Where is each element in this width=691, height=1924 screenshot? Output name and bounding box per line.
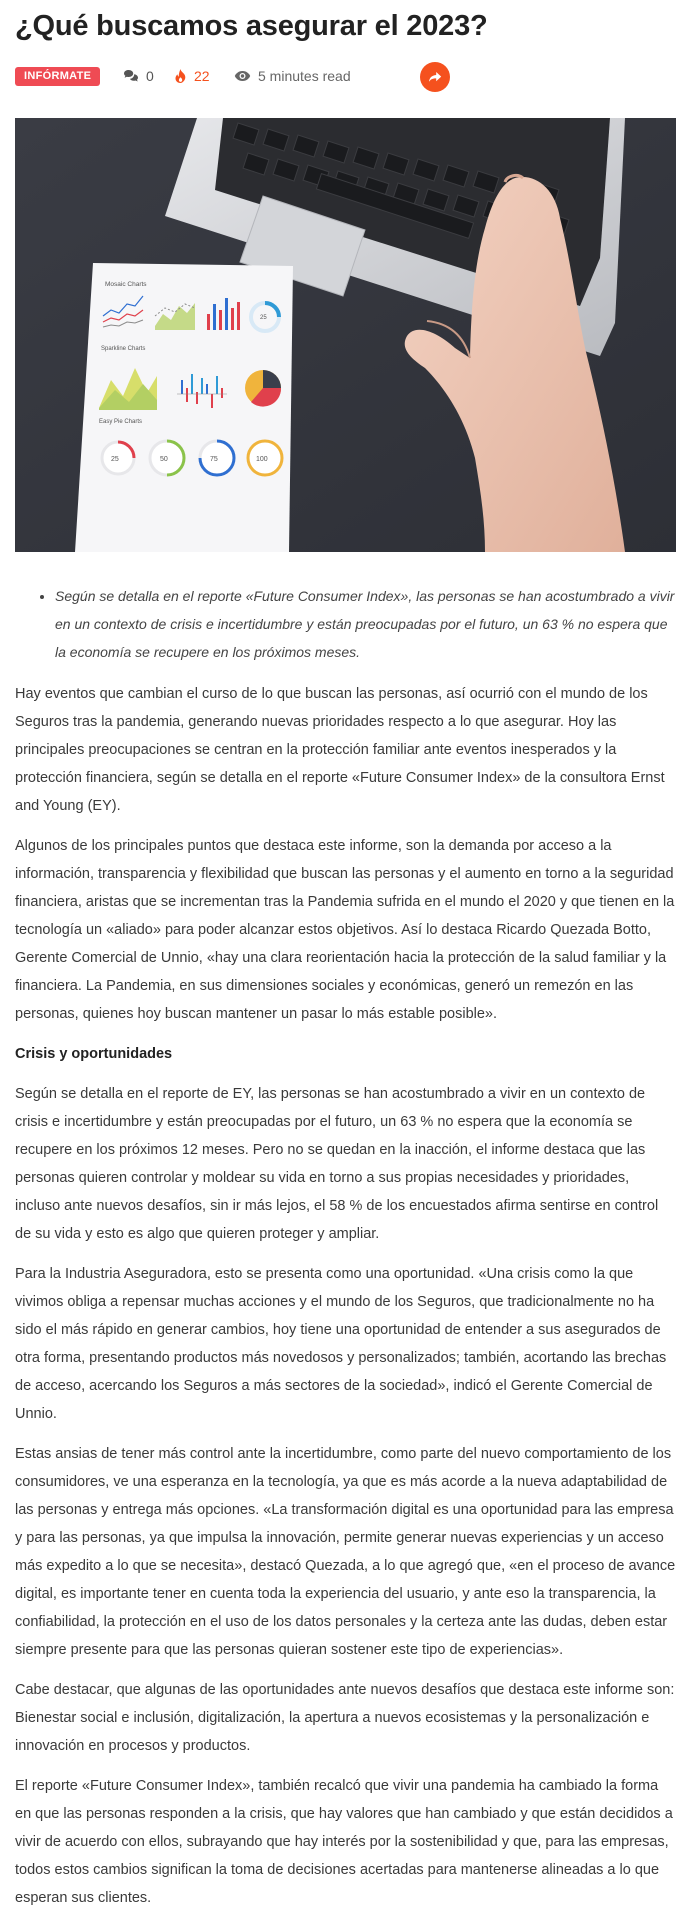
pie-value-0: 25 xyxy=(111,456,119,463)
charts-paper xyxy=(75,263,293,552)
hot-count xyxy=(174,67,210,85)
mini-gauge-value: 25 xyxy=(260,315,267,321)
summary-list xyxy=(15,582,676,666)
pie-value-1: 50 xyxy=(160,456,168,463)
share-button[interactable] xyxy=(420,62,450,92)
paragraph-7: El reporte «Future Consumer Index», también recalcó que vivir una pandemia ha cambiado la forma en que las personas responden a la crisis, que hay valores que han cambiado y que están decididos a vivir de acuerdo con ellos, subrayando que hay interés por la sostenibilidad y que, para las empresas, todos estos cambios significan la toma de decisiones acertadas para mantenerse alineadas a lo que esperan sus clientes. xyxy=(15,1778,673,1906)
paragraph-5: Estas ansias de tener más control ante la incertidumbre, como parte del nuevo comportamiento de los consumidores, ve una esperanza en la tecnología, ya que es más acorde a la nueva adaptabilidad de las personas y entrega más opciones. «La transformación digital es una oportunidad para las empresa y para las personas, ya que impulsa la innovación, permite generar nuevas experiencias y un acceso más expedito a lo que se necesita», destacó Quezada, a lo que agregó que, «en el proceso de avance digital, es importante tener en cuenta toda la experiencia del usuario, y ante eso la transparencia, la confiabilidad, la protección en el uso de los datos personales y la certeza ante las dudas, deben estar siempre presente para que las personas quieran sostener este tipo de experiencias». xyxy=(15,1446,676,1658)
share-icon xyxy=(428,71,442,83)
pie-value-2: 75 xyxy=(210,456,218,463)
paragraph-6: Cabe destacar, que algunas de las oportunidades ante nuevos desafíos que destaca este informe son: Bienestar social e inclusión, digitalización, la apertura a nuevos ecosistemas y la personalización e innovación en procesos y productos. xyxy=(15,1682,675,1754)
sheet-title: Mosaic Charts xyxy=(105,281,147,288)
comments-icon xyxy=(123,69,139,83)
article-meta xyxy=(15,62,675,92)
easy-pie-75 xyxy=(200,441,234,475)
paragraph-3: Según se detalla en el reporte de EY, las personas se han acostumbrado a vivir en un contexto de crisis e incertidumbre y están preocupadas por el futuro, un 63 % no espera que la economía se recupere en los próximos 12 meses. Pero no se quedan en la inacción, el informe destaca que las personas quieren controlar y moldear su vida en torno a sus propias necesidades y prioridades, incluso ante nuevos desafíos, sin ir más lejos, el 58 % de los encuestados afirma sentirse en control de su vida y esto es algo que quieren proteger y ampliar. xyxy=(15,1086,659,1242)
article-body xyxy=(15,582,676,1924)
easy-pie-100 xyxy=(248,441,282,475)
paragraph-1: Hay eventos que cambian el curso de lo que buscan las personas, así ocurrió con el mundo de los Seguros tras la pandemia, generando nuevas prioridades respecto a lo que asegurar. Hoy las principales preocupaciones se centran en la protección familiar ante eventos inesperados y la protección financiera, según se detalla en el reporte «Future Consumer Index» de la consultora Ernst and Young (EY). xyxy=(15,686,665,814)
summary-item: • Según se detalla en el reporte «Future Consumer Index», las personas se han acostumbrado a vivir en un contexto de crisis e incertidumbre y están preocupadas por el futuro, un 63 % no espera que la economía se recupere en los próximos meses. xyxy=(55,582,676,666)
pie-title: Easy Pie Charts xyxy=(99,419,143,425)
paragraph-4: Para la Industria Aseguradora, esto se presenta como una oportunidad. «Una crisis como la que vivimos obliga a repensar muchas acciones y el mundo de los Seguros, que tradicionalmente no ha sido el más rápido en generar cambios, hoy tiene una oportunidad de entender a sus asegurados de otra forma, presentando productos más novedosos y personalizados; también, acortando las brechas de acceso, acercando los Seguros a más sectores de la sociedad», indicó el Gerente Comercial de Unnio. xyxy=(15,1266,667,1422)
pie-value-3: 100 xyxy=(256,456,268,463)
read-time xyxy=(234,67,351,85)
hot-count-value: 22 xyxy=(194,68,210,84)
sparkline-title: Sparkline Charts xyxy=(101,346,146,352)
fire-icon xyxy=(174,68,187,84)
article-title: ¿Qué buscamos asegurar el 2023? xyxy=(15,10,488,42)
eye-icon xyxy=(234,70,251,82)
section-heading: Crisis y oportunidades xyxy=(15,1046,173,1062)
article-hero-image xyxy=(15,118,676,552)
category-badge[interactable]: INFÓRMATE xyxy=(15,67,100,86)
laptop-charts-illustration xyxy=(15,118,676,552)
comments-count-value: 0 xyxy=(146,68,154,84)
easy-pie-25 xyxy=(102,442,134,474)
read-time-text: 5 minutes read xyxy=(258,68,351,84)
comments-count[interactable] xyxy=(123,67,154,85)
easy-pie-50 xyxy=(150,441,184,475)
paragraph-2: Algunos de los principales puntos que destaca este informe, son la demanda por acceso a la información, transparencia y flexibilidad que buscan las personas y el aumento en torno a la seguridad financiera, aristas que se incrementan tras la Pandemia sufrida en el mundo el 2020 y que tienen en la tecnología un «aliado» para poder alcanzar estos objetivos. Así lo destaca Ricardo Quezada Botto, Gerente Comercial de Unnio, «hay una clara reorientación hacia la protección de la salud familiar y la financiera. La Pandemia, en sus dimensiones sociales y económicas, generó un remezón en las personas, quienes hoy buscan mantener un pasar lo más estable posible». xyxy=(15,838,675,1022)
